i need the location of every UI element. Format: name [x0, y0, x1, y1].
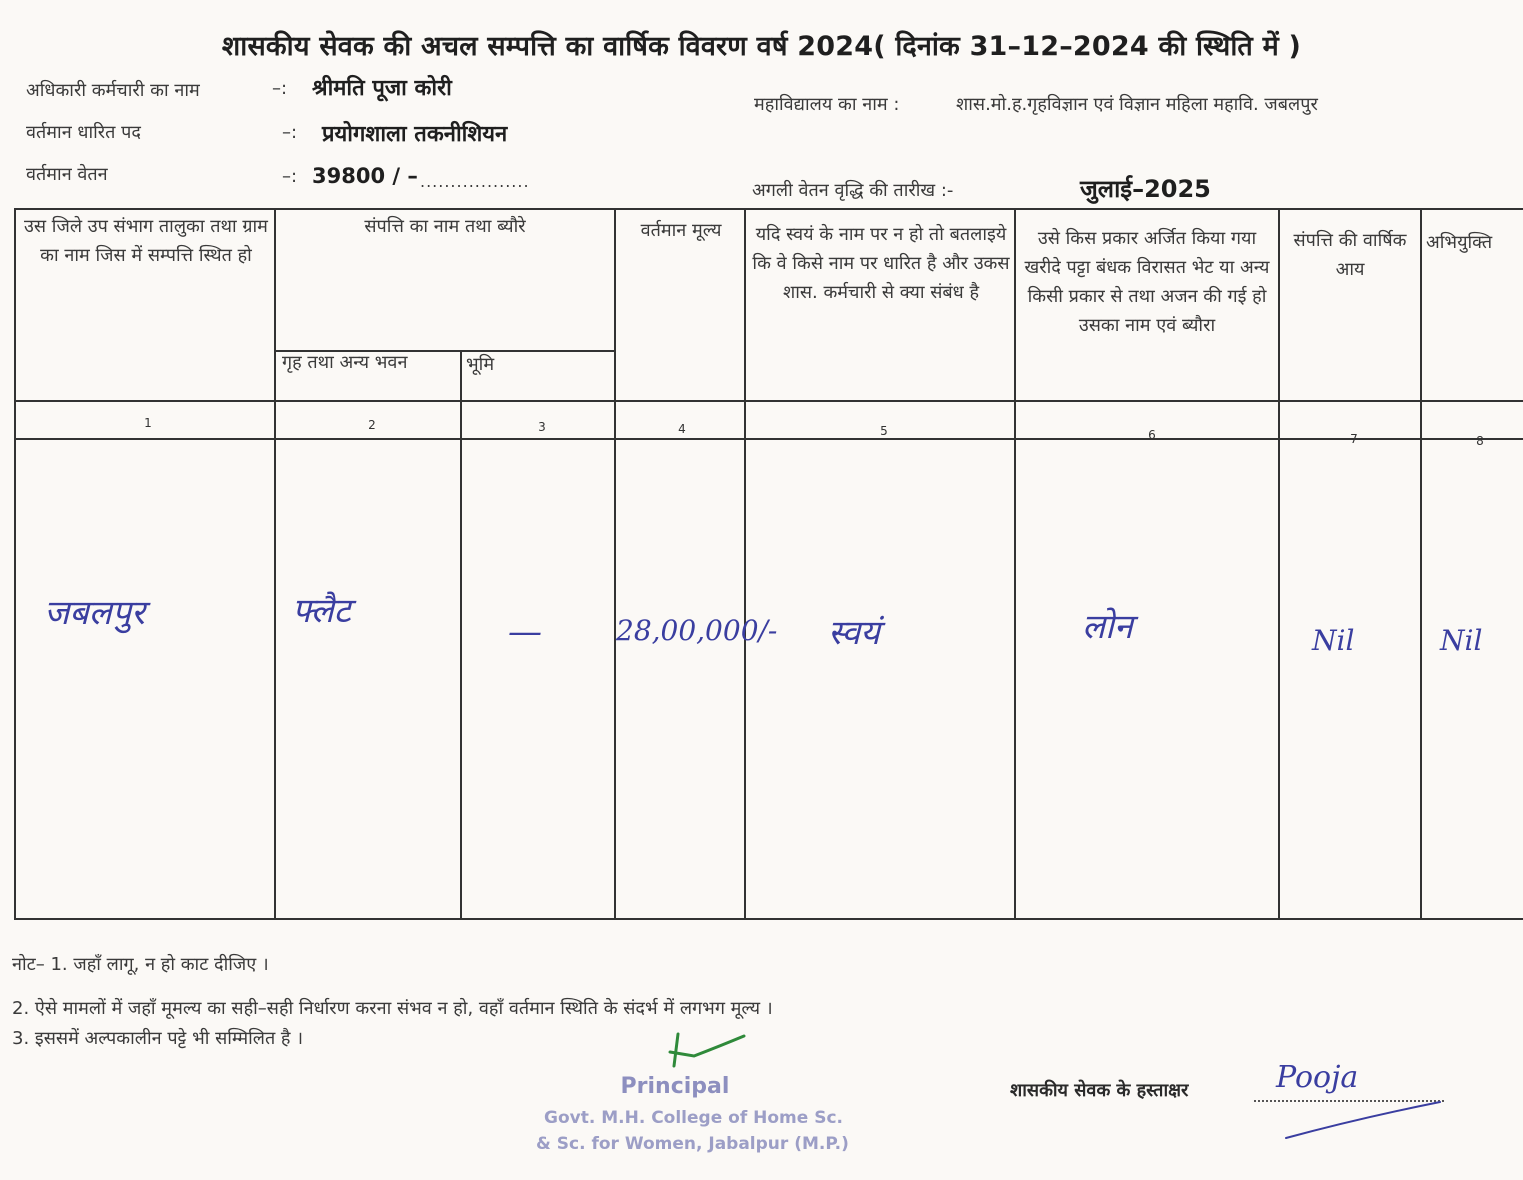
post-label: वर्तमान धारित पद — [26, 122, 141, 143]
salary-label: वर्तमान वेतन — [26, 164, 108, 185]
col-number: 1 — [144, 416, 152, 430]
cell-acquired: लोन — [1082, 607, 1133, 647]
tick-mark-icon — [660, 1026, 760, 1076]
col-number: 7 — [1350, 432, 1358, 446]
header-bottom-line — [16, 400, 1523, 402]
cell-building: फ्लैट — [292, 591, 351, 631]
col-number: 8 — [1476, 434, 1484, 448]
post-sep: –: — [282, 122, 298, 143]
signature-name: Pooja — [1276, 1060, 1359, 1095]
page-title: शासकीय सेवक की अचल सम्पत्ति का वार्षिक विवरण वर्ष 2024( दिनांक 31–12–2024 की स्थिति में ) — [221, 31, 1302, 62]
salary-dots: .................. — [420, 172, 530, 191]
col-divider — [1014, 210, 1016, 918]
header-property: संपत्ति का नाम तथा ब्यौरे — [364, 216, 526, 237]
employee-name: श्रीमति पूजा कोरी — [312, 76, 452, 101]
college-label: महाविद्यालय का नाम : — [754, 94, 900, 115]
header-remarks: अभियुक्ति — [1426, 232, 1493, 253]
header-income: संपत्ति की वार्षिक आय — [1293, 230, 1407, 280]
increment-label: अगली वेतन वृद्धि की तारीख :- — [752, 180, 954, 201]
col-divider — [1278, 210, 1280, 918]
name-label: अधिकारी कर्मचारी का नाम — [26, 80, 200, 101]
note-2: 2. ऐसे मामलों में जहाँ मूमल्य का सही–सही निर्धारण करना संभव न हो, वहाँ वर्तमान स्थिति के संदर्भ में लगभग मूल्य । — [12, 998, 773, 1019]
col-divider — [274, 210, 276, 918]
stamp-line-1: Govt. M.H. College of Home Sc. — [544, 1108, 843, 1128]
college-value: शास.मो.ह.गृहविज्ञान एवं विज्ञान महिला महावि. जबलपुर — [956, 94, 1318, 115]
cell-owner: स्वयं — [828, 613, 880, 653]
col-number: 4 — [678, 422, 686, 436]
cell-place: जबलपुर — [44, 593, 145, 633]
col-number: 6 — [1148, 428, 1156, 442]
salary-sep: –: — [282, 166, 298, 187]
property-table — [14, 208, 1523, 920]
employee-post: प्रयोगशाला तकनीशियन — [322, 122, 508, 147]
cell-land: — — [508, 612, 542, 652]
cell-income: Nil — [1312, 624, 1355, 657]
name-sep: –: — [272, 78, 288, 99]
cell-remarks: Nil — [1440, 624, 1483, 657]
note-1: नोट– 1. जहाँ लागू, न हो काट दीजिए । — [12, 954, 269, 975]
cell-value: 28,00,000/- — [616, 614, 778, 647]
signature-label: शासकीय सेवक के हस्ताक्षर — [1010, 1080, 1189, 1101]
header-land: भूमि — [466, 354, 495, 375]
header-location: उस जिले उप संभाग तालुका तथा ग्राम का नाम जिस में सम्पत्ति स्थित हो — [24, 216, 268, 266]
col-number: 5 — [880, 424, 888, 438]
stamp-line-2: & Sc. for Women, Jabalpur (M.P.) — [536, 1134, 849, 1154]
col-number: 2 — [368, 418, 376, 432]
col-number: 3 — [538, 420, 546, 434]
col-divider — [460, 350, 462, 918]
increment-value: जुलाई–2025 — [1080, 175, 1211, 203]
header-value: वर्तमान मूल्य — [640, 220, 722, 241]
signature-stroke-icon — [1280, 1096, 1450, 1142]
header-acquisition: उसे किस प्रकार अर्जित किया गया खरीदे पट्टा बंधक विरासत भेट या अन्य किसी प्रकार से तथा अजन की गई हो उसका नाम एवं ब्यौरा — [1024, 228, 1270, 336]
header-owner: यदि स्वयं के नाम पर न हो तो बतलाइये कि वे किसे नाम पर धारित है और उकस शास. कर्मचारी से क्या संबंध है — [752, 224, 1010, 303]
note-3: 3. इससमें अल्पकालीन पट्टे भी सम्मिलित है । — [12, 1028, 304, 1049]
col-divider — [614, 210, 616, 918]
col-divider — [744, 210, 746, 918]
number-row-line — [16, 438, 1523, 440]
col-divider — [1420, 210, 1422, 918]
stamp-title: Principal — [620, 1074, 730, 1099]
salary-value: 39800 / – — [312, 164, 418, 188]
header-building: गृह तथा अन्य भवन — [282, 352, 408, 373]
